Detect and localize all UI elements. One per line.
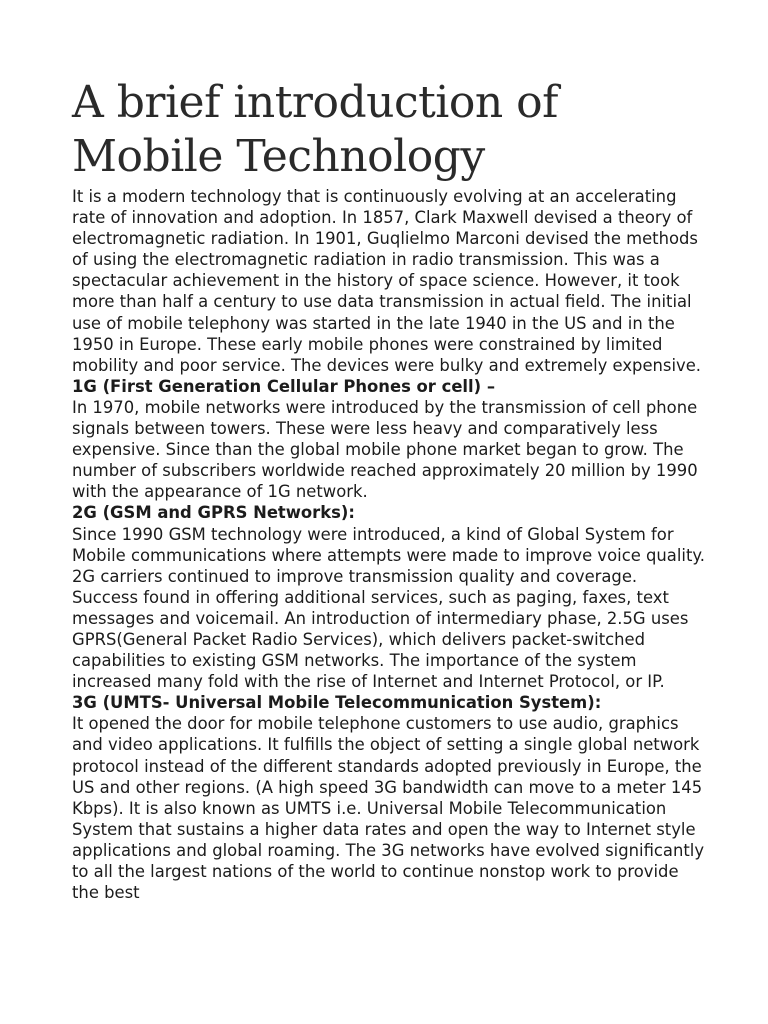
section-heading-3g: 3G (UMTS- Universal Mobile Telecommunication System): (72, 693, 602, 713)
section-3g (72, 692, 708, 903)
section-body-3g: It opened the door for mobile telephone customers to use audio, graphics and video applications. It fulfills the object of setting a single global network protocol instead of the different standards adopted previously in Europe, the US and other regions. (A high speed 3G bandwidth can move to a meter 145 Kbps). It is also known as UMTS i.e. Universal Mobile Telecommunication System that sustains a higher data rates and open the way to Internet style applications and global roaming. The 3G networks have evolved significantly to all the largest nations of the world to continue nonstop work to provide the best (72, 714, 705, 903)
document-title (72, 76, 708, 184)
section-heading-1g: 1G (First Generation Cellular Phones or cell) – (72, 376, 496, 396)
section-1g (72, 376, 708, 503)
document-title-line-1: A brief introduction of (72, 77, 558, 128)
intro-paragraph: It is a modern technology that is continuously evolving at an accelerating rate of innovation and adoption. In 1857, Clark Maxwell devised a theory of electromagnetic radiation. In 1901, Guqlielmo Marconi devised the methods of using the electromagnetic radiation in radio transmission. This was a spectacular achievement in the history of space science. However, it took more than half a century to use data transmission in actual field. The initial use of mobile telephony was started in the late 1940 in the US and in the 1950 in Europe. These early mobile phones were constrained by limited mobility and poor service. The devices were bulky and extremely expensive. (72, 187, 701, 375)
section-body-2g: Since 1990 GSM technology were introduced, a kind of Global System for Mobile communications where attempts were made to improve voice quality. 2G carriers continued to improve transmission quality and coverage. Success found in offering additional services, such as paging, faxes, text messages and voicemail. An introduction of intermediary phase, 2.5G uses GPRS(General Packet Radio Services), which delivers packet-switched capabilities to existing GSM networks. The importance of the system increased many fold with the rise of Internet and Internet Protocol, or IP. (72, 524, 705, 692)
section-2g (72, 502, 708, 692)
document-title-line-2: Mobile Technology (72, 131, 485, 182)
section-heading-2g: 2G (GSM and GPRS Networks): (72, 503, 355, 523)
section-body-1g: In 1970, mobile networks were introduced by the transmission of cell phone signals between towers. These were less heavy and comparatively less expensive. Since than the global mobile phone market began to grow. The number of subscribers worldwide reached approximately 20 million by 1990 with the appearance of 1G network. (72, 397, 698, 502)
